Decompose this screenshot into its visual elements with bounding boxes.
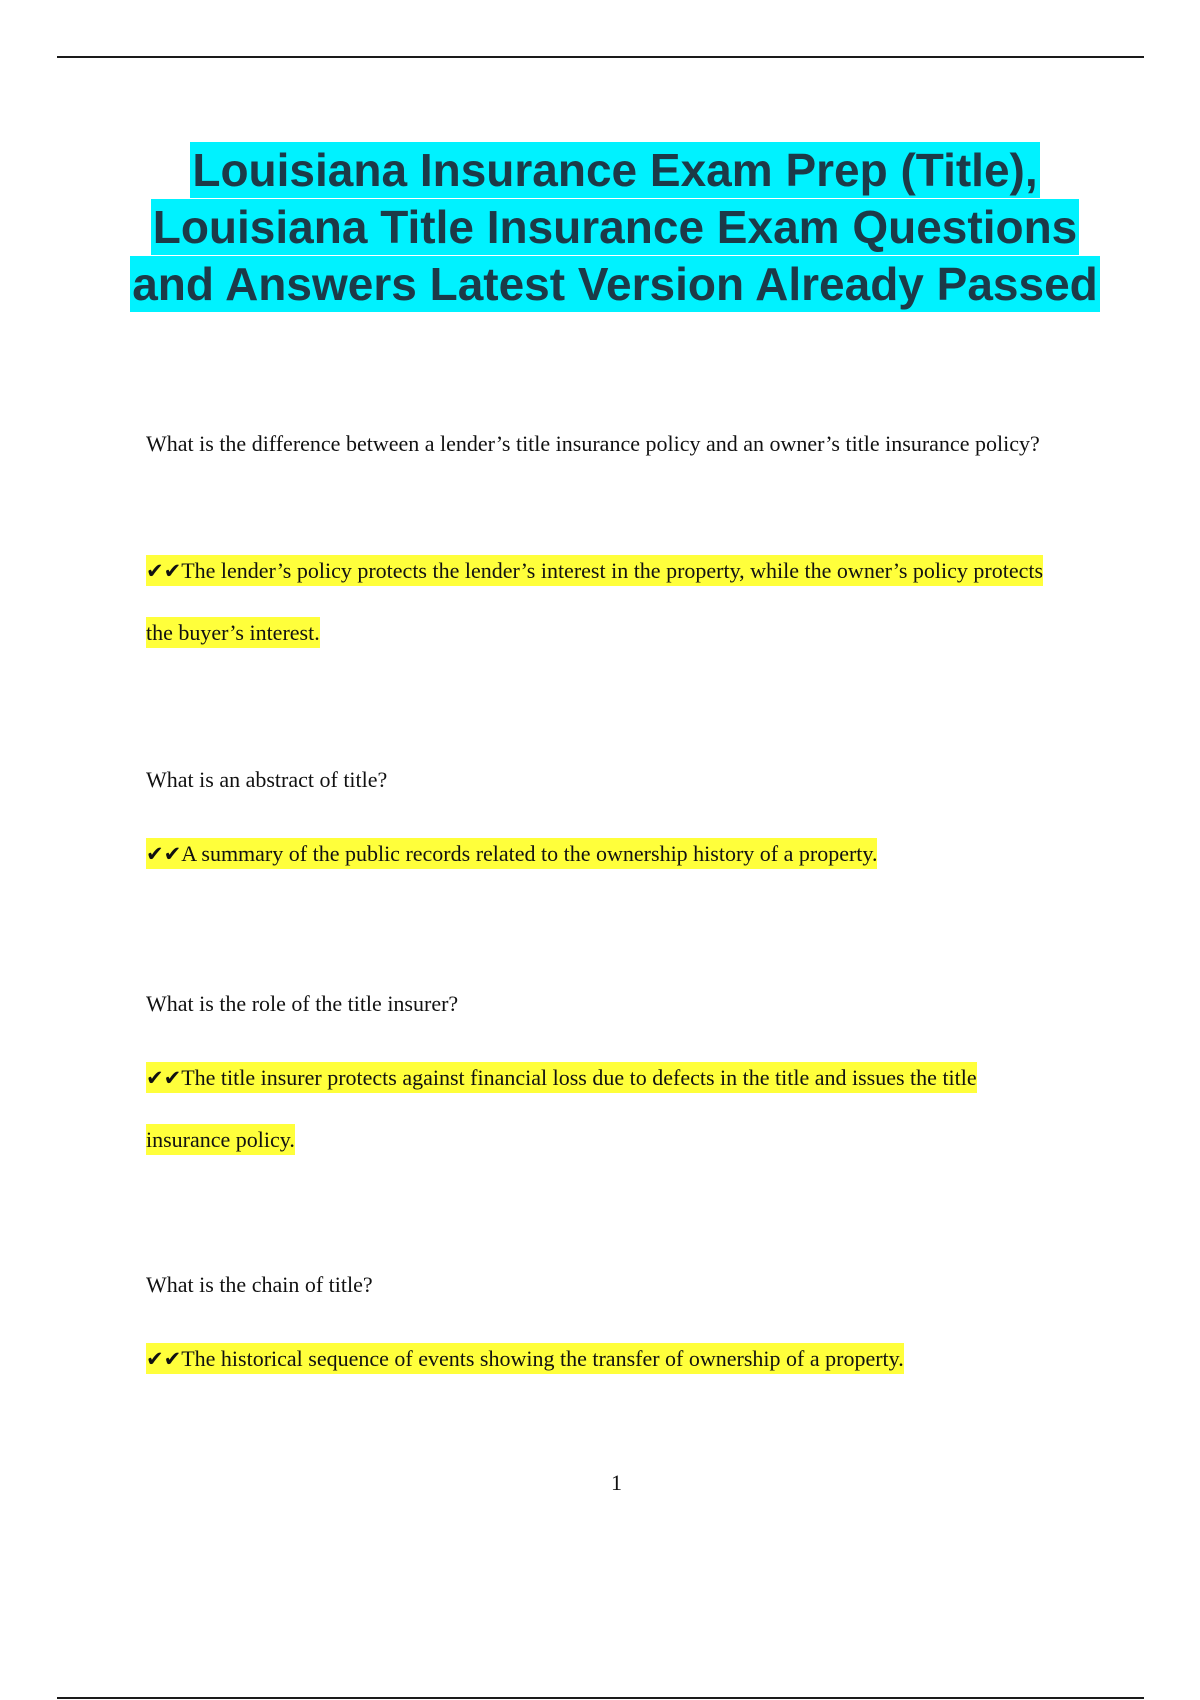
- document-title: [120, 142, 1110, 313]
- question-1: What is the difference between a lender’s title insurance policy and an owner’s title insurance policy?: [146, 431, 1040, 456]
- answer-text-3: The title insurer protects against financial loss due to defects in the title and issues the title insurance policy.: [146, 1065, 977, 1152]
- check-mark-icon: ✔✔: [146, 559, 182, 583]
- answer-highlight-4: [146, 1343, 904, 1374]
- answer-text-4: The historical sequence of events showing the transfer of ownership of a property.: [181, 1346, 904, 1371]
- answer-highlight-3: [146, 1062, 977, 1155]
- answer-2: [146, 823, 1066, 885]
- check-mark-icon: ✔✔: [146, 1066, 182, 1090]
- answer-text-1: The lender’s policy protects the lender’s interest in the property, while the owner’s policy protects the buyer’s interest.: [146, 558, 1044, 645]
- answer-highlight-2: [146, 838, 877, 869]
- check-mark-icon: ✔✔: [146, 1347, 182, 1371]
- page-number: 1: [611, 1470, 622, 1495]
- top-rule: [57, 56, 1144, 58]
- question-2: What is an abstract of title?: [146, 767, 388, 792]
- question-3: What is the role of the title insurer?: [146, 991, 459, 1016]
- question-4: What is the chain of title?: [146, 1272, 373, 1297]
- bottom-rule: [57, 1697, 1144, 1699]
- answer-4: [146, 1328, 1066, 1390]
- answer-highlight-1: [146, 555, 1043, 648]
- answer-text-2: A summary of the public records related to the ownership history of a property.: [181, 841, 878, 866]
- answer-1: [146, 540, 1066, 663]
- check-mark-icon: ✔✔: [146, 842, 182, 866]
- answer-3: [146, 1047, 1066, 1170]
- document-title-text: Louisiana Insurance Exam Prep (Title), Louisiana Title Insurance Exam Questions and Answers Latest Version Already Passed: [132, 144, 1098, 310]
